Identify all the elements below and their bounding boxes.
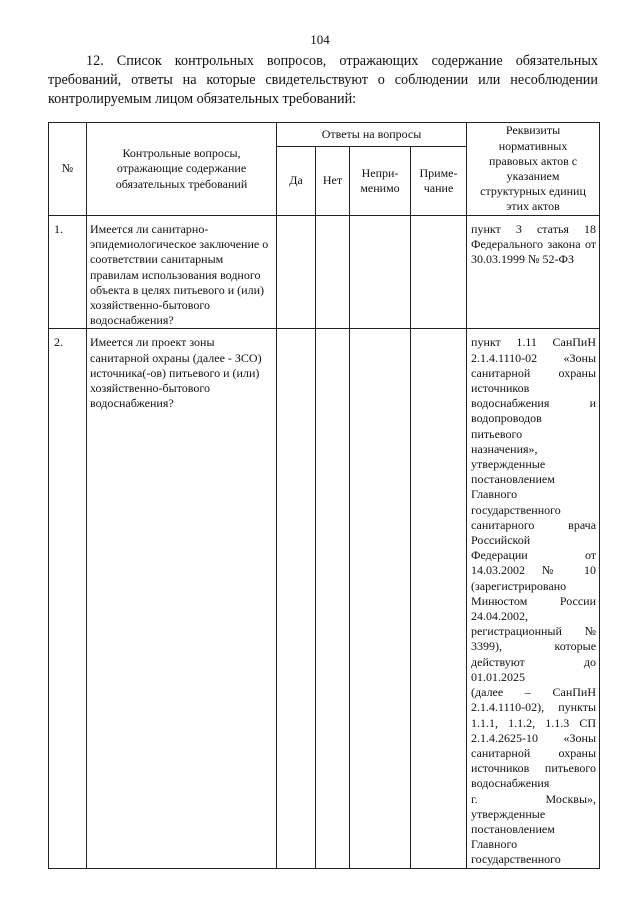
requisites-line: утвержденные bbox=[471, 457, 546, 472]
checklist-table bbox=[48, 122, 600, 869]
answer-note-cell[interactable] bbox=[411, 216, 467, 329]
requisites-line: Федерации от bbox=[471, 548, 597, 563]
table-row bbox=[49, 216, 600, 329]
requisites-line: Главного bbox=[471, 837, 518, 852]
requisites-line: санитарной охраны bbox=[471, 365, 597, 380]
requisites-line: водопроводов bbox=[471, 411, 542, 426]
answer-not-applicable-cell[interactable] bbox=[350, 216, 411, 329]
requisites-line: питьевого bbox=[471, 426, 523, 441]
header-answers-group: Ответы на вопросы bbox=[277, 123, 467, 147]
row-number: 2. bbox=[49, 329, 87, 868]
section-heading: 12. Список контрольных вопросов, отражающих содержание обязательных требований, ответы на которые свидетельствуют о соблюдении или несоблюдении контролируемым лицом обязательных требований: bbox=[48, 53, 598, 107]
row-requisites: пункт 3 статья 18 Федерального закона от 30.03.1999 № 52-ФЗ bbox=[467, 216, 600, 329]
header-num: № bbox=[49, 123, 87, 216]
answer-no-cell[interactable] bbox=[316, 216, 350, 329]
requisites-line: утвержденные bbox=[471, 806, 546, 821]
requisites-line: водоснабжения и bbox=[471, 396, 597, 411]
header-requisites: Реквизиты нормативных правовых актов с указанием структурных единиц этих актов bbox=[467, 123, 600, 216]
requisites-line: 2.1.4.1110-02), пункты bbox=[471, 700, 597, 715]
requisites-line: г. Москвы», bbox=[471, 791, 597, 806]
row-requisites bbox=[467, 329, 600, 868]
row-number: 1. bbox=[49, 216, 87, 329]
answer-not-applicable-cell[interactable] bbox=[350, 329, 411, 868]
requisites-line: 3399), которые bbox=[471, 639, 597, 654]
requisites-line: пункт 1.11 СанПиН bbox=[471, 335, 597, 350]
row-question: Имеется ли проект зоны санитарной охраны (далее - ЗСО) источника(-ов) питьевого и (или) хозяйственно-бытового водоснабжения? bbox=[87, 329, 277, 868]
header-no: Нет bbox=[316, 147, 350, 216]
requisites-line: 24.04.2002, bbox=[471, 609, 529, 624]
requisites-line: источников питьевого bbox=[471, 761, 597, 776]
requisites-line: регистрационный № bbox=[471, 624, 597, 639]
header-not-applicable: Непри- менимо bbox=[350, 147, 411, 216]
requisites-line: государственного bbox=[471, 852, 561, 867]
requisites-line: 2.1.4.2625-10 «Зоны bbox=[471, 730, 597, 745]
header-yes: Да bbox=[277, 147, 316, 216]
row-question: Имеется ли санитарно-эпидемиологическое заключение о соответствии санитарным правилам использования водного объекта в целях питьевого и (или) хозяйственно-бытового водоснабжения? bbox=[87, 216, 277, 329]
requisites-line: постановлением bbox=[471, 472, 555, 487]
requisites-line: Минюстом России bbox=[471, 593, 597, 608]
requisites-line: санитарной охраны bbox=[471, 745, 597, 760]
requisites-line: действуют до bbox=[471, 654, 597, 669]
requisites-line: 14.03.2002 № 10 bbox=[471, 563, 597, 578]
answer-yes-cell[interactable] bbox=[277, 329, 316, 868]
header-row bbox=[49, 123, 600, 147]
requisites-line: (зарегистрировано bbox=[471, 578, 567, 593]
requisites-line: 2.1.4.1110-02 «Зоны bbox=[471, 350, 597, 365]
requisites-line: 1.1.1, 1.1.2, 1.1.3 СП bbox=[471, 715, 597, 730]
requisites-line: Российской bbox=[471, 533, 531, 548]
requisites-line: водоснабжения bbox=[471, 776, 550, 791]
requisites-line: (далее – СанПиН bbox=[471, 685, 597, 700]
requisites-line: Главного bbox=[471, 487, 518, 502]
requisites-line: 01.01.2025 bbox=[471, 669, 526, 684]
answer-note-cell[interactable] bbox=[411, 329, 467, 868]
page-number: 104 bbox=[310, 32, 330, 47]
requisites-line: государственного bbox=[471, 502, 561, 517]
header-note: Приме- чание bbox=[411, 147, 467, 216]
header-question: Контрольные вопросы, отражающие содержание обязательных требований bbox=[87, 123, 277, 216]
requisites-line: санитарного врача bbox=[471, 517, 597, 532]
requisites-line: постановлением bbox=[471, 821, 555, 836]
requisites-line: назначения», bbox=[471, 441, 538, 456]
answer-no-cell[interactable] bbox=[316, 329, 350, 868]
requisites-line: источников bbox=[471, 381, 530, 396]
answer-yes-cell[interactable] bbox=[277, 216, 316, 329]
table-row bbox=[49, 329, 600, 868]
